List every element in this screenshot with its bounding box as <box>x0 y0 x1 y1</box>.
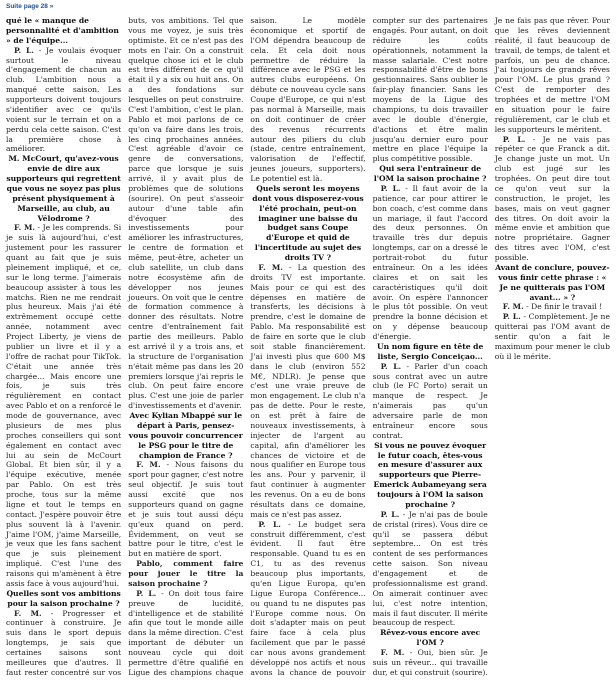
paragraph-text: Avec Kylian Mbappé sur le départ à Paris, pensez-vous pouvoir concurrencer le PSG pour le titre de champion de France ? <box>128 411 243 460</box>
speaker-initials: P. L. <box>258 519 281 529</box>
interview-question <box>128 411 243 460</box>
interview-answer <box>495 302 610 312</box>
paragraph-text: - Je les comprends. Si je suis là aujourd'hui, c'est justement pour les rassurer quant au fait que je suis pleinement impliqué, et ce, sur le long terme. J'aimerais beaucoup assister à tous les matchs. Rien ne me rendrait plus heureux. Mais j'ai été extrêmement occupé cette année, notamment avec Project Liberty, je viens de publier un livre et il y a l'offre de rachat pour TikTok. C'était une année très chargée... Mais encore une fois, je suis très régulièrement en contact avec Pablo et on a renforcé le mode de gouvernance, avec plusieurs de mes plus proches conseillers qui sont également en contact avec lui au sein de McCourt Global. Et bien sûr, il y a l'équipe exécutive, menée par Pablo. On est très proche, tous sur la même ligne et tout le temps en contact. J'espère pouvoir être plus souvent là à l'avenir. J'aime l'OM, j'aime Marseille, je veux que les fans sachent que je suis pleinement impliqué. C'est l'une des raisons qui m'amènent à être assis face à vous aujourd'hui. <box>6 223 122 588</box>
interview-question <box>6 589 121 609</box>
speaker-initials: Pablo, <box>136 559 163 569</box>
interview-question <box>495 263 610 303</box>
paragraph-text: M. McCourt, qu'avez-vous envie de dire aux supporteurs qui regrettent que vous ne soyez pas plus présent physiquement à Marseille, au club, au Vélodrome ? <box>6 154 121 223</box>
interview-answer <box>373 362 488 441</box>
paragraph-text: Si vous ne pouvez évoquer le futur coach, êtes-vous en mesure d'assurer aux supporteurs que Pierre-Emerick Aubameyang sera toujours à l'OM la saison prochaine ? <box>373 440 487 509</box>
speaker-initials: F. M. <box>258 262 283 272</box>
paragraph-text: - Progresser et continuer à construire. Je suis dans le sport depuis longtemps, je sais que certaines saisons sont meilleures que d'autres. Il faut rester concentré sur vos buts, vos ambitions. Tel que vous me voyez, je suis très optimiste. Et ce n'est pas des mots en l'air. On a construit quelque chose ici et le club est très différent de ce qu'il était il y a six ou huit ans. On a des fondations sur lesquelles on peut construire. C'est l'ambition, c'est le plan. Pablo et moi parlons de ce qu'on va faire dans les trois, les cinq prochaines années. C'est agréable d'avoir ce genre de conversations, parce que lorsque je suis arrivé, il y avait plus de problèmes que de solutions (sourire). On peut s'asseoir autour d'une table afin d'évoquer des investissements pour améliorer les infrastructures, le centre de formation et même, peut-être, acheter un club satellite, un club dans notre écosystème afin de développer nos jeunes joueurs. On voit que le centre de formation commence à donner des résultats. Notre centre d'entraînement fait partie des meilleurs. Pablo est arrivé il y a trois ans, et la structure de l'organisation n'était même pas dans les 20 premiers lorsque j'ai repris le club. On peut faire encore plus. C'est une joie de parler d'investissements et d'avenir. <box>6 16 244 677</box>
interview-answer <box>128 559 243 589</box>
interview-question <box>373 628 488 648</box>
interview-answer <box>373 510 488 629</box>
speaker-initials: P. L. <box>502 312 521 322</box>
paragraph-text: Un nom figure en tête de liste, Sergio Conceiçao... <box>376 341 484 361</box>
page-continuation-label: Suite page 28 » <box>6 3 54 10</box>
interview-answer <box>6 223 121 588</box>
paragraph-text: - Le budget sera construit différemment, c'est évident. Il faut être responsable. Quand tu es en C1, tu as des revenus beaucoup plus importants, qu'en Ligue Europa, qu'en Ligue Europa Conférence... ou quand tu ne disputes pas l'Europe comme nous. On doit s'adapter mais on peut faire face à cela plus facilement que par le passé car nous avons grandement développé nos actifs et nous avons la chance de pouvoir compter sur des partenaires engagés. Pour autant, on doit réduire les coûts opérationnels, notamment la masse salariale. C'est notre responsabilité d'être de bons gestionnaires. Sans oublier le fair-play financier. Sans les moyens de la Ligue des champions, tu dois travailler avec le double d'énergie, d'actions et être malin jusqu'au dernier euro pour mettre en place l'équipe la plus compétitive possible. <box>250 16 488 677</box>
interview-answer <box>373 184 488 342</box>
interview-question <box>373 441 488 510</box>
paragraph-text: - Complètement. Je ne quitterai pas l'OM avant de sentir qu'on a fait le maximum pour mener le club où il le mérite. <box>494 312 610 361</box>
paragraph-text: - De finir le travail ! <box>523 302 603 312</box>
speaker-initials: P. L. <box>380 509 400 519</box>
speaker-initials: F. M. <box>136 460 161 470</box>
speaker-initials: F. M. <box>380 648 405 657</box>
speaker-initials: P. L. <box>14 45 35 55</box>
article-columns <box>6 16 610 684</box>
paragraph-text: qué le « manque de personnalité et d'ambition » de l'équipe... <box>6 16 119 45</box>
paragraph-text: - Nous faisons du sport pour gagner, c'est notre seul objectif. Je suis tout aussi excité que nos supporteurs quand on gagne et je suis tout aussi déçu qu'eux quand on perd. Évidemment, on veut se battre pour le titre, c'est le but en matière de sport. <box>128 460 244 559</box>
speaker-initials: P. L. <box>380 183 401 193</box>
interview-answer <box>495 135 610 263</box>
interview-answer <box>250 263 365 520</box>
speaker-initials: F. M. <box>14 223 36 233</box>
interview-answer <box>128 460 243 559</box>
paragraph-text: Rêvez-vous encore avec l'OM ? <box>380 628 481 648</box>
paragraph-text: Qui sera l'entraîneur de l'OM la saison prochaine ? <box>373 164 487 183</box>
speaker-initials: P. L. <box>502 134 526 144</box>
paragraph-text: Quelles sont vos ambitions pour la saison prochaine ? <box>6 588 121 608</box>
speaker-initials: F. M. <box>14 608 42 618</box>
paragraph-text: - Je ne vais pas répéter ce que Franck a dit. Je change juste un mot. Un club est jugé sur les trophées. On peut dire tout ce qu'on veut sur la construction, le projet, les bases, mais on veut gagner des titres. On doit avoir la même envie et ambition que notre propriétaire. Gagner des titres avec l'OM, c'est possible. <box>494 134 610 262</box>
paragraph-text: - Oui, bien sûr. Je suis un rêveur... qui travaille dur, et qui construit (sourire). Je ne fais pas que rêver. Pour que les rêves deviennent réalité, il faut beaucoup de travail, de temps, de talent et parfois, un peu de chance. J'ai toujours de grands rêves pour l'OM. Le plus grand ? C'est de remporter des trophées et de mettre l'OM en situation pour le faire régulièrement, car le club et les supporteurs le méritent. <box>372 16 610 677</box>
paragraph-text: - Je voulais évoquer surtout le niveau d'engagement de chacun au club. L'ambition nous a manqué cette saison. Les supporteurs doivent toujours s'identifier avec ce qu'ils voient sur le terrain et on a perdu cela cette saison. C'est la première chose à améliorer. <box>6 45 122 154</box>
paragraph-text: comment faire pour jouer le titre la saison prochaine ? <box>128 559 244 588</box>
interview-question <box>373 164 488 184</box>
paragraph-text: - On doit tous faire preuve de lucidité, d'intelligence et de stabilité afin que tout le monde aille dans la même direction. C'est important de débuter un nouveau cycle qui doit permettre d'être qualifié en Ligue des champions chaque saison. Le modèle économique et sportif de l'OM dépendra beaucoup de cela. Et cela doit nous permettre de réduire la différence avec le PSG et les autres clubs européens. On débute ce nouveau cycle sans Coupe d'Europe, ce qui n'est pas normal à Marseille, mais on doit continuer de créer des revenus récurrents autour des piliers du club (stade, centre entraînement, valorisation de l'effectif, jeunes joueurs, supporters). Le potentiel est là. <box>128 16 366 677</box>
paragraph-text: - Parler d'un coach sous contrat avec un autre club (le FC Porto) serait un manque de respect. Je n'aimerais pas qu'un adversaire parle de mon entraîneur encore sous contrat. <box>372 361 488 440</box>
interview-answer <box>6 46 121 155</box>
interview-question <box>6 154 121 223</box>
speaker-initials: P. L. <box>380 361 402 371</box>
paragraph-text: Avant de conclure, pouvez-vous finir cette phrase : « Je ne quitterais pas l'OM avant... » ? <box>495 262 610 302</box>
speaker-initials: P. L. <box>136 588 157 598</box>
interview-answer <box>495 312 610 361</box>
paragraph-text: - La question des droits TV est importante. Mais pour ce qui est des dépenses en matière de transferts, les décisions à prendre, c'est le domaine de Pablo. Ma responsabilité est de faire en sorte que le club soit stable financièrement. J'ai investi plus que 600 M$ dans le club (environ 552 M€, NDLR). Je pense que c'est une vraie preuve de mon engagement. Le club n'a pas de dette. Pour le reste, on est prêt à faire de nouveaux investissements, à injecter de l'argent au capital, afin d'améliorer les chances de victoire et de nous qualifier en Europe tous les ans. Pour y parvenir, il faut continuer à augmenter les revenus. On a eu de bons résultats dans ce domaine, mais ce n'est pas assez. <box>250 262 366 519</box>
paragraph-text: - Il faut avoir de la patience, car pour attirer le bon coach, c'est comme dans un mariage, il faut l'accord des deux personnes. On travaille très dur depuis longtemps, car on a dressé le portrait-robot du futur entraîneur. On a les idées claires et on sait les caractéristiques qu'il doit avoir. On espère l'annoncer le plus tôt possible. On veut prendre la bonne décision et on y dépense beaucoup d'énergie. <box>372 183 488 341</box>
interview-question <box>6 16 121 46</box>
speaker-initials: F. M. <box>502 302 524 312</box>
paragraph-text: Quels seront les moyens dont vous disposerez-vous l'été prochain, peut-on imaginer une baisse du budget sans Coupe d'Europe et quid de l'incertitude au sujet des droits TV ? <box>252 183 364 262</box>
interview-question <box>373 342 488 362</box>
interview-question <box>250 184 365 263</box>
paragraph-text: - Je n'ai pas de boule de cristal (rires). Vous dire ce qu'il se passera début septembre... On est très content de ses performances cette saison. Son niveau d'engagement et de professionnalisme est grand. On aimerait continuer avec lui, c'est notre intention, mais il faut discuter. Il mérite beaucoup de respect. <box>372 509 488 628</box>
